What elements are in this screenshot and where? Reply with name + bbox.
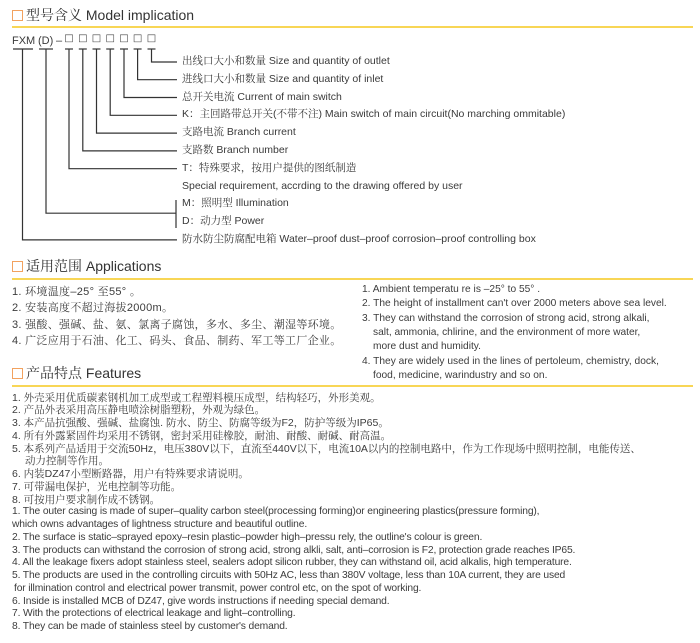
list-item: 4. All the leakage fixers adopt stainless steel, sealers adopt silicon rubber, they can withstand oil, acid alkalis, high temperature. bbox=[12, 557, 572, 569]
leader-line-type bbox=[46, 49, 176, 213]
list-item: 5. The products are used in the controlling circuits with 50Hz AC, less than 380V voltage, less than 10A current, they are used bbox=[12, 570, 566, 582]
model-code-slot-6: □ bbox=[132, 33, 143, 44]
list-item-continuation: 动力控制等作用。 bbox=[25, 455, 109, 468]
list-item: 1. 外壳采用优质碳素钢机加工成型或工程塑料模压成型，结构轻巧，外形美观。 bbox=[12, 391, 381, 404]
list-item: 6. 内装DZ47小型断路器，用户有特殊要求请说明。 bbox=[12, 468, 249, 481]
list-item: 2. 安装高度不超过海拔2000m。 bbox=[12, 302, 174, 315]
features-list bbox=[12, 392, 698, 634]
section-title-applications: 适用范围 Applications bbox=[26, 258, 162, 274]
label-product: 防水防尘防腐配电箱 Water–proof dust–proof corrosion–proof controlling box bbox=[182, 232, 536, 245]
label-special-requirement-en: Special requirement, accrding to the drawing offered by user bbox=[182, 179, 463, 192]
list-item: 1. Ambient temperatu re is –25° to 55° . bbox=[362, 283, 541, 295]
model-code-slot-2: □ bbox=[78, 33, 88, 44]
model-code-slot-1: □ bbox=[64, 33, 74, 44]
label-branch-current: 支路电流 Branch current bbox=[182, 126, 296, 139]
leader-line-main-switch bbox=[110, 49, 177, 115]
label-outlet: 出线口大小和数量 Size and quantity of outlet bbox=[182, 55, 390, 67]
list-item: 3. 本产品抗强酸、强碱、盐腐蚀. 防水、防尘、防腐等级为F2，防护等级为IP65。 bbox=[12, 417, 389, 430]
section-divider-applications bbox=[12, 278, 693, 280]
list-item: 4. 所有外露紧固件均采用不锈钢，密封采用硅橡胶，耐油、耐酸、耐碱、耐高温。 bbox=[12, 429, 392, 442]
label-branch-number: 支路数 Branch number bbox=[182, 143, 289, 156]
label-special-requirement-zh: T：特殊要求，按用户提供的图纸制造 bbox=[182, 161, 357, 174]
section-header-applications bbox=[12, 257, 161, 275]
list-item: 2. The surface is static–sprayed epoxy–resin plastic–powder high–pressu rely, the outline's colour is green. bbox=[12, 531, 483, 543]
leader-line-inlet bbox=[138, 49, 177, 80]
list-item-continuation: salt, ammonia, chlirine, and the environment of more water, bbox=[373, 326, 641, 338]
leader-line-main-switch-current bbox=[124, 49, 177, 98]
section-title-model: 型号含义 Model implication bbox=[26, 7, 195, 23]
list-item: 8. They can be made of stainless steel by customer's demand. bbox=[12, 621, 288, 633]
applications-list-en bbox=[362, 283, 696, 384]
list-item: 4. They are widely used in the lines of pertoleum, chemistry, dock, bbox=[362, 355, 659, 367]
leader-line-outlet bbox=[152, 49, 178, 62]
model-code-labels bbox=[182, 53, 565, 249]
label-inlet: 进线口大小和数量 Size and quantity of inlet bbox=[182, 72, 384, 85]
label-type-illumination: M：照明型 Illumination bbox=[182, 197, 289, 210]
square-bullet-icon bbox=[12, 261, 23, 272]
list-item-continuation: more dust and humidity. bbox=[373, 341, 481, 353]
list-item: 2. 产品外表采用高压静电喷涂树脂塑粉，外观为绿色。 bbox=[12, 404, 266, 417]
list-item: 3. 强酸、强碱、盐、氨、氯离子腐蚀，多水、多尘、潮湿等环境。 bbox=[12, 318, 342, 331]
section-header-features bbox=[12, 364, 141, 382]
list-item: 1. The outer casing is made of super–quality carbon steel(processing forming)or engineering plastics(pressure forming), bbox=[12, 506, 540, 518]
list-item: 6. Inside is installed MCB of DZ47, give words instructions if needing special demand. bbox=[12, 595, 390, 607]
applications-list-zh bbox=[12, 284, 342, 350]
list-item: 7. 可带漏电保护，光电控制等功能。 bbox=[12, 480, 182, 493]
model-code-slot-3: □ bbox=[91, 33, 102, 44]
list-item: 7. With the protections of electrical leakage and light–controlling. bbox=[12, 608, 296, 620]
list-item: 8. 可按用户要求制作成不锈钢。 bbox=[12, 493, 161, 506]
list-item-continuation: which owns advantages of lightness structure and beautiful outline. bbox=[12, 519, 308, 531]
list-item: 3. The products can withstand the corrosion of strong acid, strong alkli, salt, anti–corrosion is F2, protection grade reaches IP65. bbox=[12, 544, 576, 556]
label-type-power: D：动力型 Power bbox=[182, 215, 265, 228]
list-item: 5. 本系列产品适用于交流50Hz，电压380V以下，直流至440V以下，电流10A以内的控制电路中，作为工作现场中照明控制，电能传送、 bbox=[12, 442, 641, 455]
model-code-variant: (D) bbox=[38, 35, 54, 47]
square-bullet-icon bbox=[12, 368, 23, 379]
label-main-switch-current: 总开关电流 Current of main switch bbox=[182, 90, 342, 103]
list-item: 4. 广泛应用于石油、化工、码头、食品、制药、军工等工厂企业。 bbox=[12, 334, 342, 347]
model-code-prefix: FXM bbox=[12, 35, 36, 47]
list-item: 3. They can withstand the corrosion of strong acid, strong alkali, bbox=[362, 312, 650, 324]
model-code-slot-7: □ bbox=[146, 33, 157, 44]
list-item: 1. 环境温度–25° 至55° 。 bbox=[12, 285, 142, 298]
list-item: 2. The height of installment can't over 2000 meters above sea level. bbox=[362, 298, 667, 310]
list-item-continuation: food, medicine, warindustry and so on. bbox=[373, 370, 548, 382]
section-divider-features bbox=[12, 385, 693, 387]
model-code-slot-4: □ bbox=[105, 33, 115, 44]
model-code-slot-5: □ bbox=[119, 33, 129, 44]
model-code-separator: – bbox=[56, 35, 63, 47]
section-title-features: 产品特点 Features bbox=[26, 365, 142, 381]
list-item-continuation: for illmination control and electrical power transmit, power control etc, on the spot of working. bbox=[14, 582, 422, 594]
label-main-switch: K：主回路带总开关(不带不注) Main switch of main circuit(No marching ommitable) bbox=[182, 108, 566, 121]
